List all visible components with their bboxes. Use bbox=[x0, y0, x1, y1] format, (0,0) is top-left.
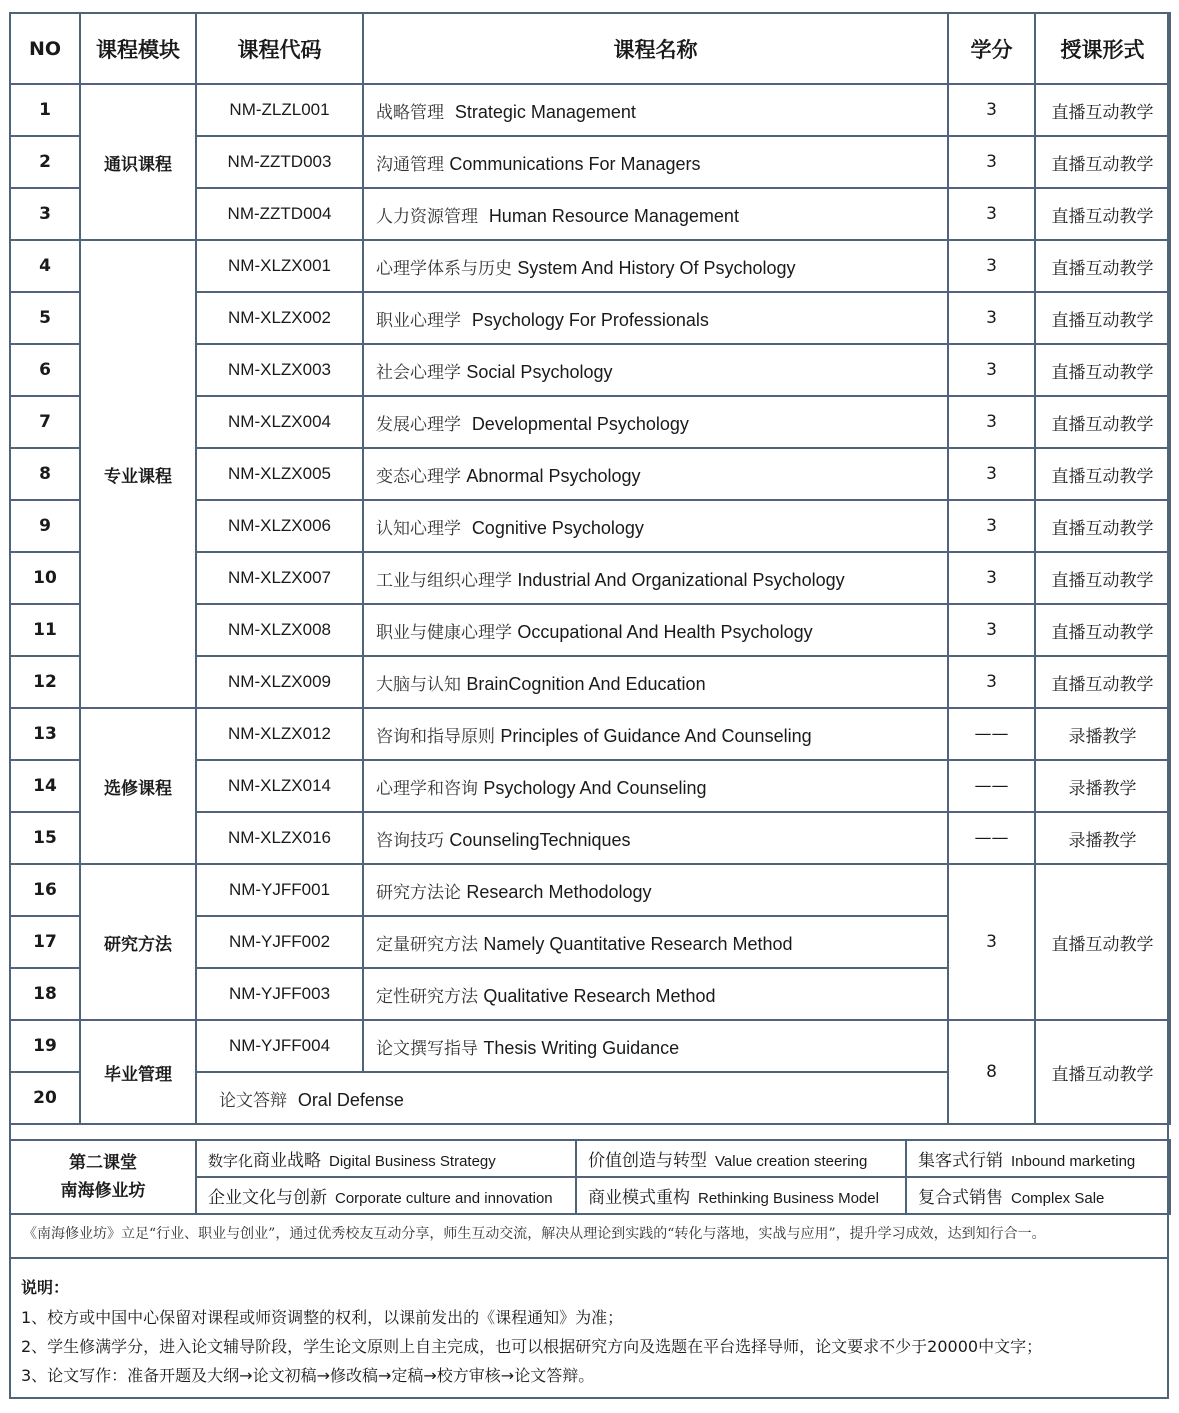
module-general: 通识课程 bbox=[80, 84, 196, 240]
graduation-credit: 8 bbox=[948, 1020, 1035, 1124]
course-name bbox=[363, 604, 948, 656]
research-format: 直播互动教学 bbox=[1035, 864, 1170, 1020]
course-name-cn: 认知心理学 bbox=[376, 518, 461, 539]
header-code: 课程代码 bbox=[196, 13, 363, 84]
course-format: 直播互动教学 bbox=[1035, 604, 1170, 656]
course-code: NM-ZLZL001 bbox=[196, 84, 363, 136]
course-code: NM-XLZX016 bbox=[196, 812, 363, 864]
course-name-cn: 咨询和指导原则 bbox=[376, 726, 495, 747]
course-credit: —— bbox=[948, 812, 1035, 864]
note-line: 2、学生修满学分，进入论文辅导阶段，学生论文原则上自主完成，也可以根据研究方向及选题在平台选择导师，论文要求不少于20000中文字； bbox=[21, 1337, 1043, 1356]
course-name-en: Occupational And Health Psychology bbox=[517, 621, 813, 642]
course-name-en: BrainCognition And Education bbox=[466, 673, 706, 694]
course-credit: —— bbox=[948, 708, 1035, 760]
course-name-en: Strategic Management bbox=[454, 101, 636, 122]
course-code: NM-YJFF002 bbox=[196, 916, 363, 968]
table-row bbox=[10, 1020, 1170, 1072]
header-format: 授课形式 bbox=[1035, 13, 1170, 84]
research-credit: 3 bbox=[948, 864, 1035, 1020]
row-no: 12 bbox=[10, 656, 80, 708]
second-class-title: 第二课堂 bbox=[69, 1153, 137, 1173]
second-class-item: 价值创造与转型 Value creation steering bbox=[576, 1140, 906, 1177]
course-name-en: Human Resource Management bbox=[488, 205, 739, 226]
row-no: 9 bbox=[10, 500, 80, 552]
course-code: NM-YJFF004 bbox=[196, 1020, 363, 1072]
second-class-intro: 《南海修业坊》立足“行业、职业与创业”，通过优秀校友互动分享，师生互动交流，解决从理论到实践的“转化与落地，实战与应用”，提升学习成效，达到知行合一。 bbox=[23, 1226, 1046, 1242]
row-no: 5 bbox=[10, 292, 80, 344]
course-format: 录播教学 bbox=[1035, 760, 1170, 812]
course-code: NM-ZZTD003 bbox=[196, 136, 363, 188]
row-no: 17 bbox=[10, 916, 80, 968]
course-name bbox=[363, 760, 948, 812]
row-no: 10 bbox=[10, 552, 80, 604]
course-name bbox=[363, 812, 948, 864]
second-class-item: 复合式销售 Complex Sale bbox=[906, 1177, 1170, 1214]
second-class-item: 商业模式重构 Rethinking Business Model bbox=[576, 1177, 906, 1214]
module-major: 专业课程 bbox=[80, 240, 196, 708]
course-name bbox=[363, 1020, 948, 1072]
course-name bbox=[363, 396, 948, 448]
course-name bbox=[363, 448, 948, 500]
course-name bbox=[363, 500, 948, 552]
course-name-cn: 战略管理 bbox=[376, 102, 444, 123]
course-format: 录播教学 bbox=[1035, 812, 1170, 864]
module-graduation: 毕业管理 bbox=[80, 1020, 196, 1124]
course-name-cn: 职业与健康心理学 bbox=[376, 622, 512, 643]
course-name bbox=[196, 1072, 948, 1124]
course-name-en: System And History Of Psychology bbox=[517, 257, 796, 278]
row-no: 18 bbox=[10, 968, 80, 1020]
header-module: 课程模块 bbox=[80, 13, 196, 84]
module-elective: 选修课程 bbox=[80, 708, 196, 864]
row-no: 4 bbox=[10, 240, 80, 292]
course-name bbox=[363, 84, 948, 136]
table-row bbox=[10, 240, 1170, 292]
course-name bbox=[363, 188, 948, 240]
course-format: 直播互动教学 bbox=[1035, 240, 1170, 292]
course-code: NM-XLZX001 bbox=[196, 240, 363, 292]
course-name-cn: 定性研究方法 bbox=[376, 986, 478, 1007]
graduation-format: 直播互动教学 bbox=[1035, 1020, 1170, 1124]
table-row bbox=[10, 84, 1170, 136]
row-no: 19 bbox=[10, 1020, 80, 1072]
course-name bbox=[363, 708, 948, 760]
note-line: 1、校方或中国中心保留对课程或师资调整的权利，以课前发出的《课程通知》为准； bbox=[21, 1308, 624, 1327]
course-code: NM-XLZX014 bbox=[196, 760, 363, 812]
course-name-cn: 研究方法论 bbox=[376, 882, 461, 903]
second-class-table bbox=[9, 1139, 1171, 1215]
course-name-en: Principles of Guidance And Counseling bbox=[500, 725, 812, 746]
course-credit: 3 bbox=[948, 552, 1035, 604]
table-row bbox=[10, 864, 1170, 916]
course-format: 直播互动教学 bbox=[1035, 344, 1170, 396]
course-code: NM-XLZX002 bbox=[196, 292, 363, 344]
course-name bbox=[363, 552, 948, 604]
course-name bbox=[363, 344, 948, 396]
header-row bbox=[10, 13, 1170, 84]
row-no: 7 bbox=[10, 396, 80, 448]
course-code: NM-XLZX009 bbox=[196, 656, 363, 708]
row-no: 1 bbox=[10, 84, 80, 136]
course-name-en: Cognitive Psychology bbox=[471, 517, 644, 538]
course-credit: —— bbox=[948, 760, 1035, 812]
course-name-cn: 咨询技巧 bbox=[376, 830, 444, 851]
course-credit: 3 bbox=[948, 292, 1035, 344]
course-name-cn: 心理学体系与历史 bbox=[376, 258, 512, 279]
row-no: 11 bbox=[10, 604, 80, 656]
course-name-cn: 社会心理学 bbox=[376, 362, 461, 383]
course-credit: 3 bbox=[948, 344, 1035, 396]
row-no: 16 bbox=[10, 864, 80, 916]
course-format: 直播互动教学 bbox=[1035, 396, 1170, 448]
course-code: NM-XLZX008 bbox=[196, 604, 363, 656]
course-code: NM-XLZX006 bbox=[196, 500, 363, 552]
course-format: 直播互动教学 bbox=[1035, 188, 1170, 240]
course-name-cn: 定量研究方法 bbox=[376, 934, 478, 955]
course-code: NM-XLZX005 bbox=[196, 448, 363, 500]
course-format: 直播互动教学 bbox=[1035, 292, 1170, 344]
divider bbox=[9, 1257, 1169, 1259]
course-name-cn: 大脑与认知 bbox=[376, 674, 461, 695]
course-credit: 3 bbox=[948, 448, 1035, 500]
course-name-en: Namely Quantitative Research Method bbox=[483, 933, 793, 954]
course-code: NM-YJFF001 bbox=[196, 864, 363, 916]
course-name bbox=[363, 240, 948, 292]
course-format: 直播互动教学 bbox=[1035, 552, 1170, 604]
course-code: NM-YJFF003 bbox=[196, 968, 363, 1020]
course-format: 直播互动教学 bbox=[1035, 136, 1170, 188]
course-name-cn: 人力资源管理 bbox=[376, 206, 478, 227]
row-no: 6 bbox=[10, 344, 80, 396]
second-class-item: 企业文化与创新 Corporate culture and innovation bbox=[196, 1177, 576, 1214]
course-format: 直播互动教学 bbox=[1035, 656, 1170, 708]
notes-title: 说明： bbox=[21, 1278, 70, 1297]
course-credit: 3 bbox=[948, 136, 1035, 188]
course-name-en: Developmental Psychology bbox=[471, 413, 689, 434]
course-code: NM-XLZX003 bbox=[196, 344, 363, 396]
header-name: 课程名称 bbox=[363, 13, 948, 84]
course-name-en: Research Methodology bbox=[466, 881, 652, 902]
course-name-en: Industrial And Organizational Psychology bbox=[517, 569, 845, 590]
course-name-cn: 沟通管理 bbox=[376, 154, 444, 175]
course-name-en: Qualitative Research Method bbox=[483, 985, 716, 1006]
course-credit: 3 bbox=[948, 84, 1035, 136]
course-format: 直播互动教学 bbox=[1035, 448, 1170, 500]
row-no: 8 bbox=[10, 448, 80, 500]
course-code: NM-ZZTD004 bbox=[196, 188, 363, 240]
course-name-cn: 职业心理学 bbox=[376, 310, 461, 331]
header-credit: 学分 bbox=[948, 13, 1035, 84]
row-no: 13 bbox=[10, 708, 80, 760]
row-no: 3 bbox=[10, 188, 80, 240]
course-name bbox=[363, 656, 948, 708]
second-class-label bbox=[10, 1140, 196, 1214]
course-credit: 3 bbox=[948, 604, 1035, 656]
course-credit: 3 bbox=[948, 500, 1035, 552]
course-name-cn: 工业与组织心理学 bbox=[376, 570, 512, 591]
course-name-cn: 变态心理学 bbox=[376, 466, 461, 487]
course-name-en: Oral Defense bbox=[297, 1089, 404, 1110]
course-name bbox=[363, 968, 948, 1020]
second-class-item: 数字化商业战略 Digital Business Strategy bbox=[196, 1140, 576, 1177]
course-name-cn: 论文撰写指导 bbox=[376, 1038, 478, 1059]
course-name bbox=[363, 136, 948, 188]
course-code: NM-XLZX004 bbox=[196, 396, 363, 448]
course-name-en: Psychology And Counseling bbox=[483, 777, 707, 798]
note-line: 3、论文写作：准备开题及大纲→论文初稿→修改稿→定稿→校方审核→论文答辩。 bbox=[21, 1366, 595, 1385]
course-name bbox=[363, 916, 948, 968]
course-format: 直播互动教学 bbox=[1035, 500, 1170, 552]
row-no: 20 bbox=[10, 1072, 80, 1124]
table-row bbox=[10, 708, 1170, 760]
course-name bbox=[363, 864, 948, 916]
module-research: 研究方法 bbox=[80, 864, 196, 1020]
course-code: NM-XLZX007 bbox=[196, 552, 363, 604]
course-name bbox=[363, 292, 948, 344]
course-name-cn: 论文答辩 bbox=[219, 1090, 287, 1111]
curriculum-table bbox=[9, 12, 1171, 1125]
second-class-item: 集客式行销 Inbound marketing bbox=[906, 1140, 1170, 1177]
second-class-subtitle: 南海修业坊 bbox=[60, 1181, 146, 1201]
course-credit: 3 bbox=[948, 240, 1035, 292]
course-name-cn: 心理学和咨询 bbox=[376, 778, 478, 799]
course-name-en: CounselingTechniques bbox=[449, 829, 631, 850]
course-name-en: Abnormal Psychology bbox=[466, 465, 641, 486]
row-no: 2 bbox=[10, 136, 80, 188]
course-code: NM-XLZX012 bbox=[196, 708, 363, 760]
course-name-cn: 发展心理学 bbox=[376, 414, 461, 435]
course-credit: 3 bbox=[948, 396, 1035, 448]
course-format: 录播教学 bbox=[1035, 708, 1170, 760]
course-name-en: Psychology For Professionals bbox=[471, 309, 709, 330]
header-no: NO bbox=[10, 13, 80, 84]
row-no: 15 bbox=[10, 812, 80, 864]
course-credit: 3 bbox=[948, 656, 1035, 708]
course-name-en: Social Psychology bbox=[466, 361, 613, 382]
row-no: 14 bbox=[10, 760, 80, 812]
course-format: 直播互动教学 bbox=[1035, 84, 1170, 136]
course-name-en: Thesis Writing Guidance bbox=[483, 1037, 680, 1058]
course-name-en: Communications For Managers bbox=[449, 153, 701, 174]
notes bbox=[21, 1273, 1161, 1390]
course-credit: 3 bbox=[948, 188, 1035, 240]
